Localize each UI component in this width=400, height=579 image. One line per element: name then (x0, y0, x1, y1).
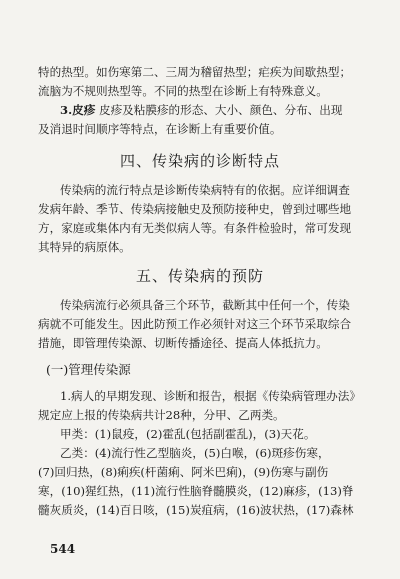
paragraph-line: 特的热型。如伤寒第二、三周为稽留热型；疟疾为间歇热型； (38, 65, 352, 79)
class-b-line: 乙类：(4)流行性乙型脑炎，(5)白喉，(6)斑疹伤寒， (60, 446, 330, 460)
subsection-title: (一)管理传染源 (46, 362, 131, 377)
class-a-line: 甲类：(1)鼠疫，(2)霍乱(包括副霍乱)，(3)天花。 (60, 427, 316, 441)
paragraph-line: 流脑为不规则热型等。不同的热型在诊断上有特殊意义。 (38, 84, 328, 98)
item-3-line (60, 102, 370, 118)
paragraph-line: 方，家庭或集体内有无类似病人等。有条件检验时，常可发现 (38, 221, 352, 235)
paragraph-line: 措施，即管理传染源、切断传播途径、提高人体抵抗力。 (38, 336, 328, 350)
class-b-line: (7)回归热，(8)痢疾(杆菌痢、阿米巴痢)，(9)伤寒与副伤 (38, 465, 329, 479)
item-3-text: 皮疹及粘膜疹的形态、大小、颜色、分布、出现 (95, 103, 343, 117)
class-b-line: 髓灰质炎，(14)百日咳，(15)炭疽病，(16)波状热，(17)森林 (38, 503, 354, 517)
class-b-line: 寒，(10)猩红热，(11)流行性脑脊髓膜炎，(12)麻疹，(13)脊 (38, 484, 354, 498)
section-5-title: 五、传染病的预防 (135, 267, 264, 285)
paragraph-line: 病就不可能发生。因此防预工作必须针对这三个环节采取综合 (38, 317, 352, 331)
paragraph-line: 及消退时间顺序等特点，在诊断上有重要价值。 (38, 122, 282, 136)
paragraph-line: 发病年龄、季节、传染病接触史及预防接种史，曾到过哪些地 (38, 202, 352, 216)
section-4-title: 四、传染病的诊断特点 (119, 152, 280, 170)
paragraph-line: 传染病的流行特点是诊断传染病特有的依据。应详细调查 (60, 183, 350, 197)
paragraph-line: 1.病人的早期发现、诊断和报告，根据《传染病管理办法》 (60, 389, 361, 403)
paragraph-line: 规定应上报的传染病共计28种，分甲、乙两类。 (38, 408, 285, 422)
paragraph-line: 其特异的病原体。 (38, 240, 131, 254)
page-number: 544 (50, 542, 76, 556)
item-3-label: 3.皮疹 (60, 103, 96, 117)
paragraph-line: 传染病流行必须具备三个环节，截断其中任何一个，传染 (60, 298, 350, 312)
